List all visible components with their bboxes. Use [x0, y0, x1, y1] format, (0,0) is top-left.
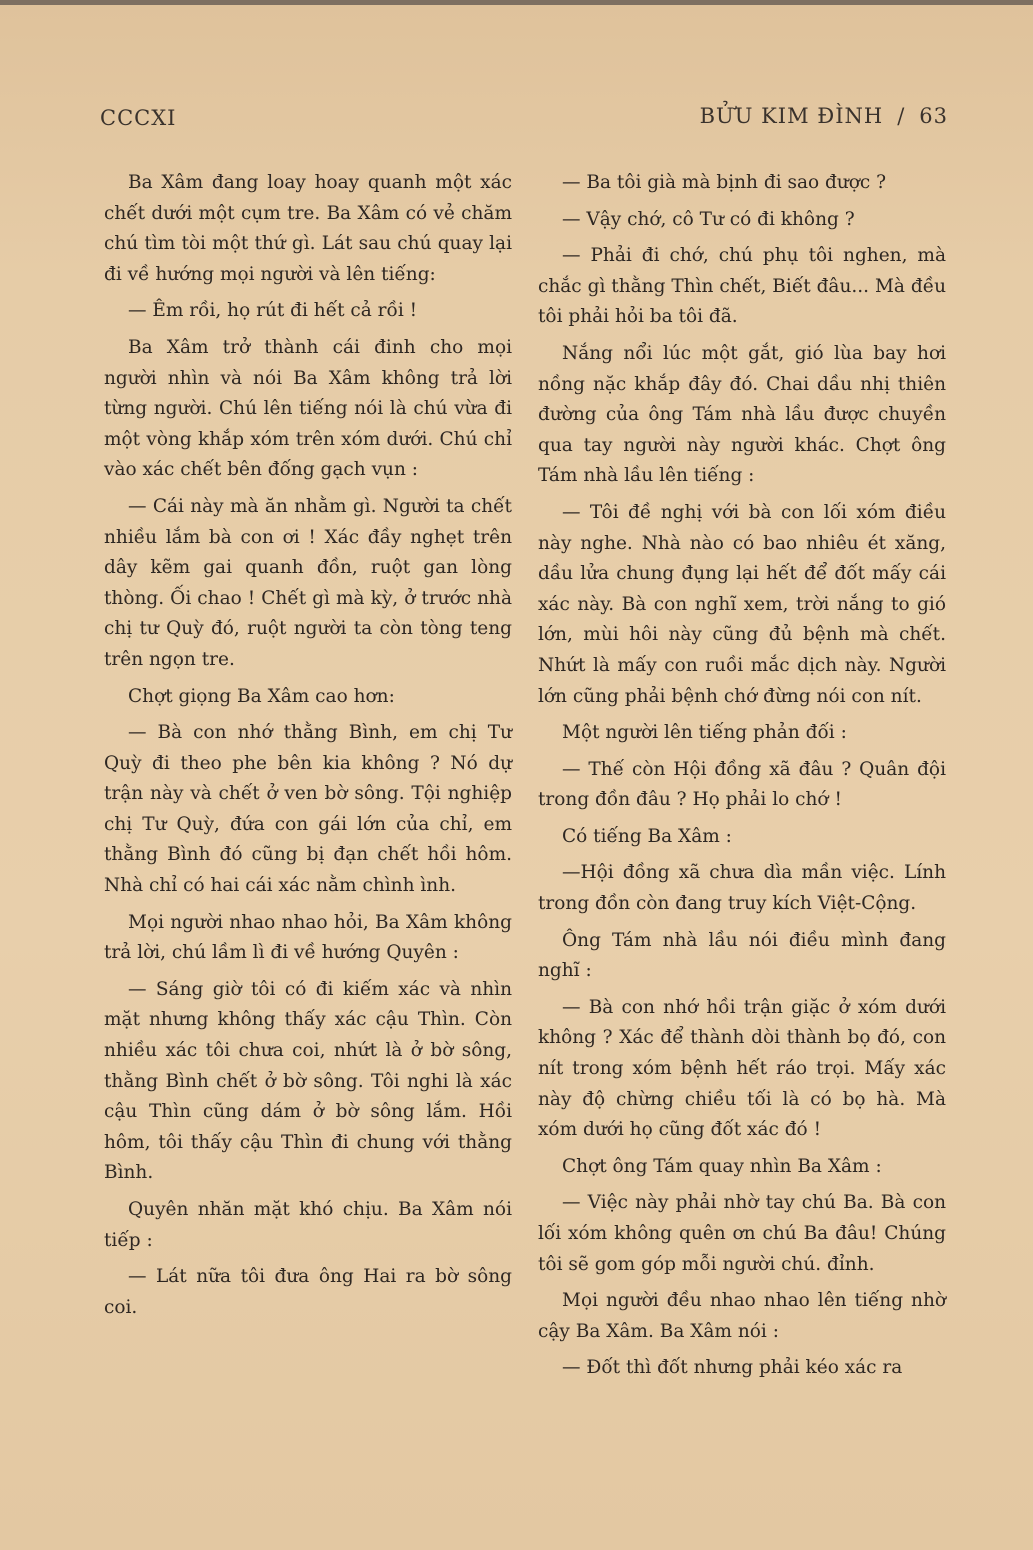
paragraph: Chợt ông Tám quay nhìn Ba Xâm : [562, 1155, 882, 1177]
paragraph: — Lát nữa tôi đưa ông Hai ra bờ sông coi. [104, 1266, 512, 1318]
paragraph: Mọi người nhao nhao hỏi, Ba Xâm không trả lời, chú lầm lì đi về hướng Quyên : [104, 911, 512, 964]
issue-number: CCCXI [100, 106, 177, 130]
paragraph: Quyên nhăn mặt khó chịu. Ba Xâm nói tiếp : [104, 1199, 512, 1251]
right-column [538, 168, 946, 1390]
paragraph: Ba Xâm đang loay hoay quanh một xác chết dưới một cụm tre. Ba Xâm có vẻ chăm chú tìm tòi một thứ gì. Lát sau chú quay lại đi về hướng mọi người và lên tiếng: [104, 172, 512, 285]
page-number: 63 [919, 104, 948, 128]
paragraph: — Bà con nhớ hồi trận giặc ở xóm dưới không ? Xác để thành dòi thành bọ đó, con nít trong xóm bệnh hết ráo trọi. Mấy xác này độ chừng chiều tối là có bọ hà. Mà xóm dưới họ cũng đốt xác đó ! [538, 996, 946, 1141]
paragraph: Ông Tám nhà lầu nói điều mình đang nghĩ : [538, 929, 946, 982]
running-title [700, 104, 948, 128]
paragraph: —Hội đồng xã chưa dìa mần việc. Lính trong đồn còn đang truy kích Việt-Cộng. [538, 862, 946, 915]
paragraph: Một người lên tiếng phản đối : [562, 722, 847, 744]
paragraph: Ba Xâm trở thành cái đinh cho mọi người nhìn và nói Ba Xâm không trả lời từng người. Chú lên tiếng nói là chú vừa đi một vòng khắp xóm trên xóm dưới. Chú chỉ vào xác chết bên đống gạch vụn : [104, 336, 512, 481]
paragraph: Mọi người đều nhao nhao lên tiếng nhờ cậy Ba Xâm. Ba Xâm nói : [538, 1290, 946, 1342]
page-top-edge [0, 0, 1033, 5]
running-header [100, 100, 948, 134]
author-name: BỬU KIM ĐÌNH [699, 104, 884, 128]
paragraph: Có tiếng Ba Xâm : [562, 825, 732, 847]
paragraph: — Bà con nhớ thằng Bình, em chị Tư Quỳ đi theo phe bên kia không ? Nó dự trận này và chết ở ven bờ sông. Tội nghiệp chị Tư Quỳ, đứa con gái lớn của chỉ, em thằng Bình đó cũng bị đạn chết hồi hôm. Nhà chỉ có hai cái xác nằm chình ình. [104, 722, 512, 897]
paragraph: — Cái này mà ăn nhằm gì. Người ta chết nhiều lắm bà con ơi ! Xác đầy nghẹt trên dây kẽm gai quanh đồn, ruột gan lòng thòng. Ối chao ! Chết gì mà kỳ, ở trước nhà chị tư Quỳ đó, ruột người ta còn tòng teng trên ngọn tre. [104, 495, 512, 670]
paragraph: — Thế còn Hội đồng xã đâu ? Quân đội trong đồn đâu ? Họ phải lo chớ ! [538, 758, 946, 811]
left-column [104, 168, 512, 1329]
paragraph: Nắng nổi lúc một gắt, gió lùa bay hơi nồng nặc khắp đây đó. Chai dầu nhị thiên đường của ông Tám nhà lầu được chuyền qua tay người này người khác. Chợt ông Tám nhà lầu lên tiếng : [538, 342, 946, 487]
paragraph: — Đốt thì đốt nhưng phải kéo xác ra [562, 1357, 903, 1379]
paragraph: — Phải đi chớ, chú phụ tôi nghen, mà chắc gì thằng Thìn chết, Biết đâu... Mà đều tôi phải hỏi ba tôi đã. [538, 245, 946, 328]
paragraph: — Vậy chớ, cô Tư có đi không ? [562, 208, 855, 230]
paragraph: Chợt giọng Ba Xâm cao hơn: [128, 685, 395, 707]
paragraph: — Sáng giờ tôi có đi kiếm xác và nhìn mặt nhưng không thấy xác cậu Thìn. Còn nhiều xác tôi chưa coi, nhứt là ở bờ sông, thằng Bình chết ở bờ sông. Tôi nghi là xác cậu Thìn cũng dám ở bờ sông lắm. Hồi hôm, tôi thấy cậu Thìn đi chung với thằng Bình. [104, 978, 512, 1184]
paragraph: — Êm rồi, họ rút đi hết cả rồi ! [128, 300, 418, 322]
header-separator: / [897, 104, 906, 128]
paragraph: — Tôi đề nghị với bà con lối xóm điều này nghe. Nhà nào có bao nhiêu ét xăng, dầu lửa chung đụng lại hết để đốt mấy cái xác này. Bà con nghĩ xem, trời nắng to gió lớn, mùi hôi này cũng đủ bệnh mà chết. Nhứt là mấy con ruồi mắc dịch này. Người lớn cũng phải bệnh chớ đừng nói con nít. [538, 501, 946, 707]
paragraph: — Ba tôi già mà bịnh đi sao được ? [562, 172, 887, 193]
paragraph: — Việc này phải nhờ tay chú Ba. Bà con lối xóm không quên ơn chú Ba đâu! Chúng tôi sẽ gom góp mỗi người chú. đỉnh. [538, 1192, 946, 1275]
